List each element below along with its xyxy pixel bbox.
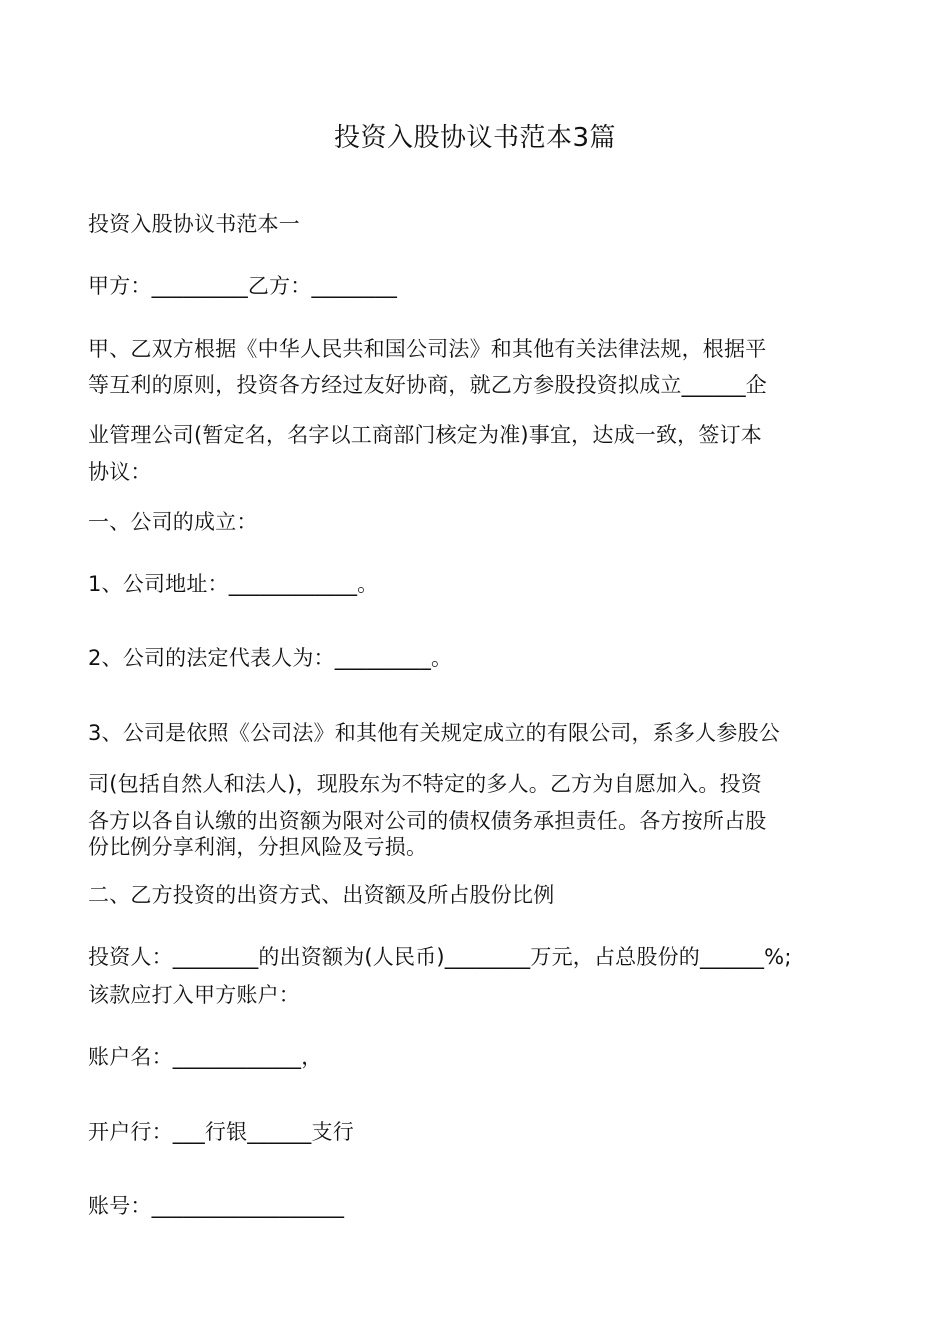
investor-line-2: 该款应打入甲方账户： xyxy=(88,983,300,1007)
item-2-legal-rep: 2、公司的法定代表人为：_________。 xyxy=(88,646,453,670)
document-title: 投资入股协议书范本3篇 xyxy=(333,123,617,153)
item-3-line-2: 司(包括自然人和法人)，现股东为不特定的多人。乙方为自愿加入。投资 xyxy=(88,772,762,796)
subtitle: 投资入股协议书范本一 xyxy=(88,212,300,236)
investor-line-1: 投资人：________的出资额为(人民币)________万元，占总股份的______%; xyxy=(88,945,792,969)
item-3-line-4: 份比例分享利润，分担风险及亏损。 xyxy=(88,835,428,859)
account-name-line: 账户名：____________， xyxy=(88,1045,323,1069)
item-1-address: 1、公司地址：____________。 xyxy=(88,572,379,596)
intro-line-3: 业管理公司(暂定名，名字以工商部门核定为准)事宜，达成一致，签订本 xyxy=(88,423,762,447)
intro-line-4: 协议： xyxy=(88,460,152,484)
item-3-line-3: 各方以各自认缴的出资额为限对公司的债权债务承担责任。各方按所占股 xyxy=(88,809,767,833)
section-1-heading: 一、公司的成立： xyxy=(88,510,258,534)
account-number-line: 账号：__________________ xyxy=(88,1194,345,1218)
parties-line: 甲方：_________乙方：________ xyxy=(88,274,398,298)
bank-line: 开户行：___行银______支行 xyxy=(88,1120,354,1144)
item-3-line-1: 3、公司是依照《公司法》和其他有关规定成立的有限公司，系多人参股公 xyxy=(88,721,780,745)
intro-line-1: 甲、乙双方根据《中华人民共和国公司法》和其他有关法律法规，根据平 xyxy=(88,337,767,361)
intro-line-2: 等互利的原则，投资各方经过友好协商，就乙方参股投资拟成立______企 xyxy=(88,373,767,397)
section-2-heading: 二、乙方投资的出资方式、出资额及所占股份比例 xyxy=(88,883,555,907)
